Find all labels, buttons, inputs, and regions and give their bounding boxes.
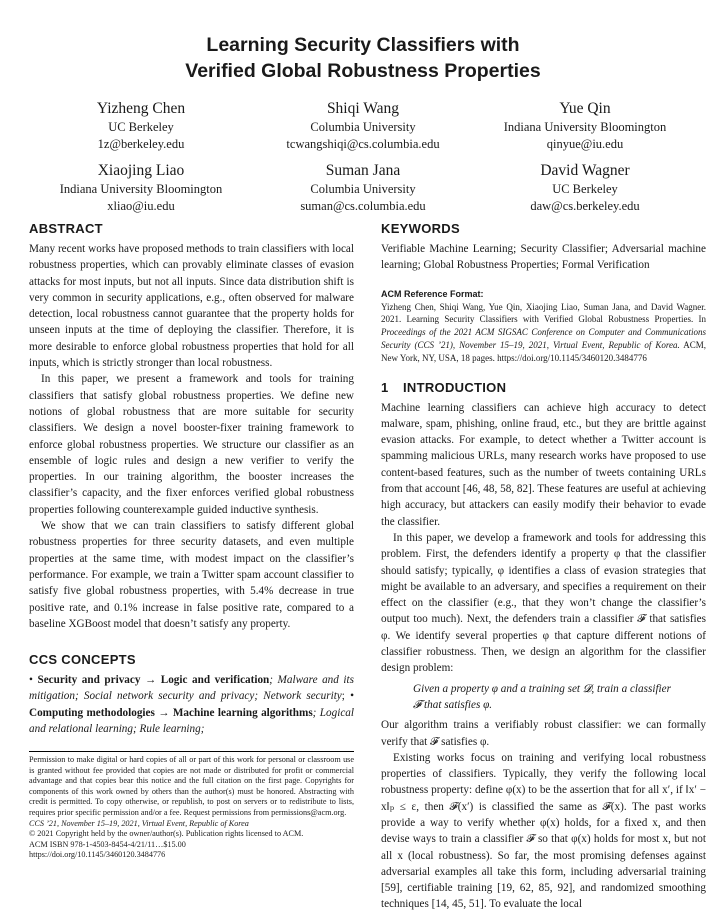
reference-text: Yizheng Chen, Shiqi Wang, Yue Qin, Xiaojing Liao, Suman Jana, and David Wagner. 2021. Learning Security Classifiers with Verified Global Robustness Properties. In	[381, 301, 706, 325]
author-affiliation: Columbia University	[310, 182, 416, 196]
ccs-concepts-text	[29, 672, 354, 737]
author-affiliation: UC Berkeley	[108, 120, 174, 134]
ccs-subcategory: ; Malware and its mitigation; Social network security and privacy; Network security	[29, 674, 354, 703]
abstract-paragraph: In this paper, we present a framework and tools for training classifiers that satisfy global robustness properties. We define new notions of global robustness that are more suitable for security classifiers. We design a novel booster-fixer training framework to enforce global robustness properties. We structure our classifier as an ensemble of logic rules and design a new verifier to verify the properties. In our training algorithm, the booster increases the classifier’s capacity, and the fixer enforces verified global robustness properties following counterexample guided inductive synthesis.	[29, 373, 354, 516]
author-block	[474, 161, 696, 215]
venue-text: CCS ’21, November 15–19, 2021, Virtual Event, Republic of Korea	[29, 818, 249, 828]
ccs-category: Security and privacy → Logic and verification	[37, 674, 270, 687]
author-email: qinyue@iu.edu	[546, 137, 624, 151]
author-email: 1z@berkeley.edu	[97, 137, 185, 151]
copyright-text: © 2021 Copyright held by the owner/author(s). Publication rights licensed to ACM.	[29, 829, 304, 839]
keywords-heading: KEYWORDS	[381, 221, 460, 236]
ccs-subcategory: ; Logical and relational learning; Rule learning	[29, 706, 354, 736]
ccs-bullet: •	[29, 674, 38, 687]
left-column	[29, 220, 354, 737]
intro-paragraph: In this paper, we develop a framework and tools for addressing this problem. First, the defenders identify a property φ that the classifier should satisfy; typically, φ identifies a class of evasion strategies that might be available to an adversary, and specifies a requirement on their effect on the classifier (e.g., that they won’t change the classifier’s output too much). Next, the defenders train a classifier 𝓕 that satisfies φ. We identify several properties φ that capture different notions of classifier robustness. Then, we design an algorithm for the classifier design problem:	[381, 531, 706, 675]
abstract-paragraph: We show that we can train classifiers to satisfy different global robustness properties for three security datasets, and even multiple properties at the same time, with modest impact on the classifier’s performance. For example, we train a Twitter spam account classifier to satisfy five global robustness properties, with 5.4% decrease in true positive rate, and 0.1% increase in false positive rate, compared to a baseline XGBoost model that doesn’t satisfy any property.	[29, 520, 354, 630]
reference-format-heading: ACM Reference Format:	[381, 288, 484, 299]
ccs-concepts-heading: CCS CONCEPTS	[29, 652, 136, 668]
section-title: INTRODUCTION	[403, 379, 507, 395]
ccs-category: Computing methodologies → Machine learning algorithms	[29, 706, 313, 719]
problem-statement: Given a property φ and a training set 𝓓, train a classifier 𝓕 that satisfies φ.	[413, 682, 671, 711]
section-number: 1	[381, 379, 389, 395]
intro-paragraph: Our algorithm trains a verifiably robust classifier: we can formally verify that 𝓕 satisfies φ.	[381, 719, 706, 748]
author-block	[474, 99, 696, 153]
paper-title-line-1: Learning Security Classifiers with	[206, 34, 520, 56]
paper-title	[0, 32, 726, 84]
author-block	[252, 99, 474, 153]
intro-paragraph: Machine learning classifiers can achieve high accuracy to detect malware, spam, phishing, online fraud, etc., but they are brittle against evasion attacks. For example, to detect whether a Twitter account is spamming malicious URLs, many research works have proposed to use content-based features, such as the number of tweets containing URLs from that account [46, 48, 58, 82]. These features are useful at achieving high accuracy, but attackers can easily modify their behavior to evade the classifier.	[381, 401, 706, 528]
author-affiliation: Indiana University Bloomington	[503, 120, 667, 134]
permission-text: Permission to make digital or hard copies of all or part of this work for personal or classroom use is granted without fee provided that copies are not made or distributed for profit or commercial advantage and that copies bear this notice and the full citation on the first page. Copyrights for components of this work owned by others than the author(s) must be honored. Abstracting with credit is permitted. To copy otherwise, or republish, to post on servers or to redistribute to lists, requires prior specific permission and/or a fee. Request permissions from permissions@acm.org.	[29, 755, 354, 817]
abstract-heading: ABSTRACT	[29, 221, 103, 236]
introduction-heading	[381, 379, 706, 396]
author-name: Xiaojing Liao	[97, 162, 185, 179]
reference-format	[381, 288, 706, 365]
author-email: daw@cs.berkeley.edu	[530, 199, 640, 213]
permission-footnote	[29, 751, 354, 861]
author-block	[252, 161, 474, 215]
abstract-paragraph: Many recent works have proposed methods to train classifiers with local robustness properties, which can provably eliminate classes of evasion attacks for most inputs, but not all inputs. Since data distribution shift is very common in security applications, e.g., often observed for malware detection, local robustness cannot guarantee that the property holds for unseen inputs at the time of deploying the classifier. Therefore, it is more desirable to enforce global robustness properties that hold for all inputs, which is strictly stronger than local robustness.	[29, 243, 354, 370]
author-email: tcwangshiqi@cs.columbia.edu	[286, 137, 440, 151]
author-name: Suman Jana	[325, 162, 401, 179]
intro-paragraph: Existing works focus on training and verifying local robustness properties of classifiers. Typically, they verify the following local robustness property: define φ(x) to be the assertion that for all x′, if ‖x′ − x‖ₚ ≤ ε, then 𝓕(x′) is classified the same as 𝓕(x). The past works provide a way to verify whether φ(x) holds, for a fixed x, and then devise ways to train a classifier 𝓕 so that φ(x) holds for most x, but not all x (local robustness). So far, the most promising defenses against adversarial examples all take this form, including adversarial training [59], certifiable training [19, 62, 85, 92], and randomized smoothing techniques [14, 45, 51]. To evaluate the local	[381, 751, 706, 911]
right-column	[381, 220, 706, 913]
author-row-1	[30, 99, 696, 153]
ccs-bullet: •	[350, 690, 354, 703]
ccs-end: ;	[200, 723, 205, 736]
author-row-2	[30, 161, 696, 215]
paper-title-line-2: Verified Global Robustness Properties	[185, 60, 541, 82]
keywords-text: Verifiable Machine Learning; Security Classifier; Adversarial machine learning; Global Robustness Properties; Formal Verification	[381, 243, 706, 272]
reference-text-end: ACM, New York, NY, USA, 18 pages. https://doi.org/10.1145/3460120.3484776	[381, 339, 706, 363]
author-email: suman@cs.columbia.edu	[300, 199, 426, 213]
author-affiliation: UC Berkeley	[552, 182, 618, 196]
isbn-text: ACM ISBN 978-1-4503-8454-4/21/11…$15.00	[29, 839, 186, 849]
doi-link[interactable]: https://doi.org/10.1145/3460120.3484776	[29, 850, 166, 860]
author-affiliation: Indiana University Bloomington	[59, 182, 223, 196]
author-name: Yue Qin	[559, 100, 611, 117]
author-email: xliao@iu.edu	[107, 199, 175, 213]
author-name: Shiqi Wang	[326, 100, 400, 117]
author-affiliation: Columbia University	[310, 120, 416, 134]
author-block	[30, 99, 252, 153]
author-block	[30, 161, 252, 215]
author-name: Yizheng Chen	[96, 100, 186, 117]
author-name: David Wagner	[540, 162, 630, 179]
ccs-separator: ;	[341, 690, 351, 703]
reference-proceedings: Proceedings of the 2021 ACM SIGSAC Conference on Computer and Communications Security (CCS ’21), November 15–19, 2021, Virtual Event, Republic of Korea.	[381, 327, 706, 350]
reference-format-text	[381, 301, 706, 365]
